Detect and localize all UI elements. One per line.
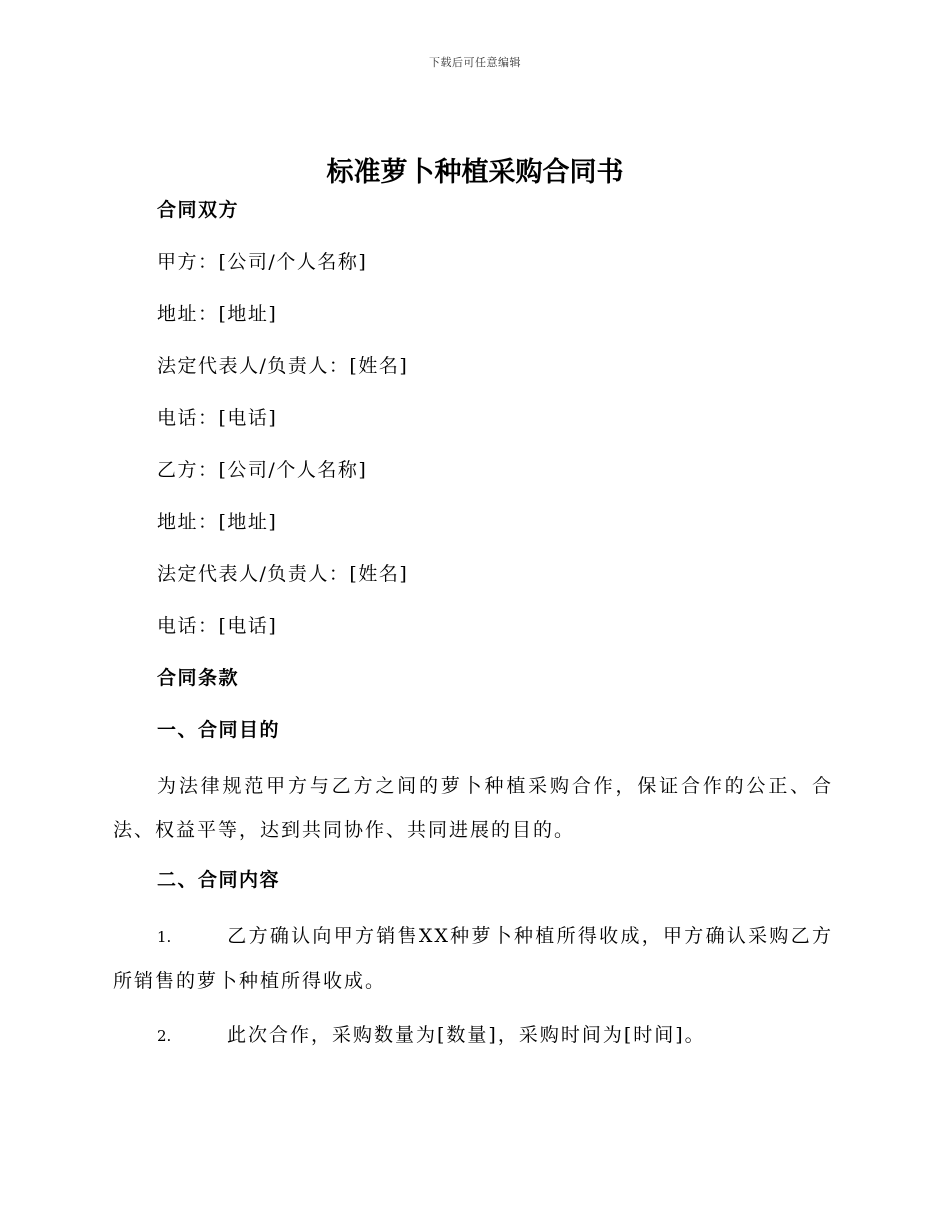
section-heading-terms: 合同条款 bbox=[157, 667, 240, 689]
party-a-address: 地址：[地址] bbox=[157, 303, 278, 325]
page-header-note: 下载后可任意编辑 bbox=[429, 56, 521, 69]
document-title: 标准萝卜种植采购合同书 bbox=[326, 157, 624, 188]
clause-2-item-number: 1. bbox=[157, 928, 172, 946]
document-body bbox=[113, 192, 833, 1068]
clause-2-item-text: 乙方确认向甲方销售XX种萝卜种植所得收成，甲方确认采购乙方所销售的萝卜种植所得收成。 bbox=[113, 925, 833, 992]
clause-2-item bbox=[113, 914, 833, 1003]
clause-1-text: 为法律规范甲方与乙方之间的萝卜种植采购合作，保证合作的公正、合法、权益平等，达到共同协作、共同进展的目的。 bbox=[113, 775, 833, 841]
clause-2-item-number: 2. bbox=[157, 1027, 172, 1045]
party-a-representative: 法定代表人/负责人：[姓名] bbox=[157, 355, 409, 377]
clause-2-heading: 二、合同内容 bbox=[157, 869, 281, 891]
clause-1-heading: 一、合同目的 bbox=[157, 719, 281, 741]
party-b-address: 地址：[地址] bbox=[157, 511, 278, 533]
party-a-name: 甲方：[公司/个人名称] bbox=[157, 251, 368, 273]
party-b-representative: 法定代表人/负责人：[姓名] bbox=[157, 563, 409, 585]
clause-2-item bbox=[113, 1013, 833, 1058]
party-a-phone: 电话：[电话] bbox=[157, 407, 278, 429]
party-b-name: 乙方：[公司/个人名称] bbox=[157, 459, 368, 481]
clause-2-item-text: 此次合作，采购数量为[数量]，采购时间为[时间]。 bbox=[227, 1024, 706, 1046]
party-b-phone: 电话：[电话] bbox=[157, 615, 278, 637]
section-heading-parties: 合同双方 bbox=[157, 199, 240, 221]
